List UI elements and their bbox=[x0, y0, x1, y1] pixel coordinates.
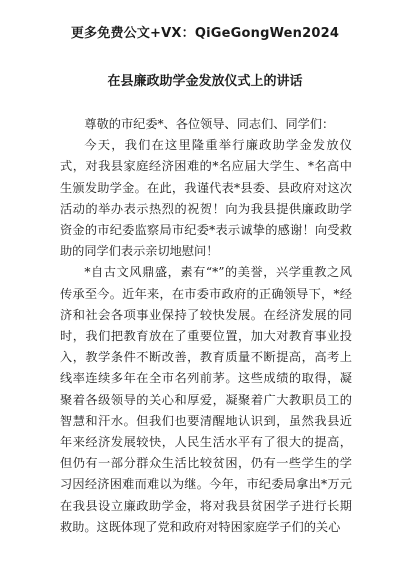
page-header: 更多免费公文+VX：QiGeGongWen2024 bbox=[70, 26, 340, 41]
body-paragraph: 今天，我们在这里隆重举行廉政助学金发放仪式，对我县家庭经济困难的*名应届大学生、*名高中生颁发助学金。在此，我谨代表*县委、县政府对这次活动的举办表示热烈的祝贺！向为我县提供廉政助学资金的市纪委监察局市纪委*表示诚挚的感谢！向受救助的同学们表示亲切地慰问！ bbox=[60, 138, 352, 259]
document-title: 在县廉政助学金发放仪式上的讲话 bbox=[107, 74, 303, 89]
body-paragraph: *自古文风鼎盛，素有“*”的美誉，兴学重教之风传承至今。近年来，在市委市政府的正确领导下，*经济和社会各项事业保持了较快发展。在经济发展的同时，我们把教育放在了重要位置，加大对教育事业投入，教学条件不断改善，教育质量不断提高，高考上线率连续多年在全市名列前茅。这些成绩的取得，凝聚着各级领导的关心和厚爱，凝聚着广大教职员工的智慧和汗水。但我们也要清醒地认识到，虽然我县近年来经济发展较快，人民生活水平有了很大的提高，但仍有一部分群众生活比较贫困，仍有一些学生的学习因经济困难而难以为继。今年，市纪委局拿出*万元在我县设立廉政助学金，将对我县贫困学子进行长期救助。这既体现了党和政府对特困家庭学子们的关心 bbox=[60, 265, 352, 534]
document-body bbox=[60, 114, 352, 538]
salutation: 尊敬的市纪委*、各位领导、同志们、同学们： bbox=[84, 117, 335, 131]
